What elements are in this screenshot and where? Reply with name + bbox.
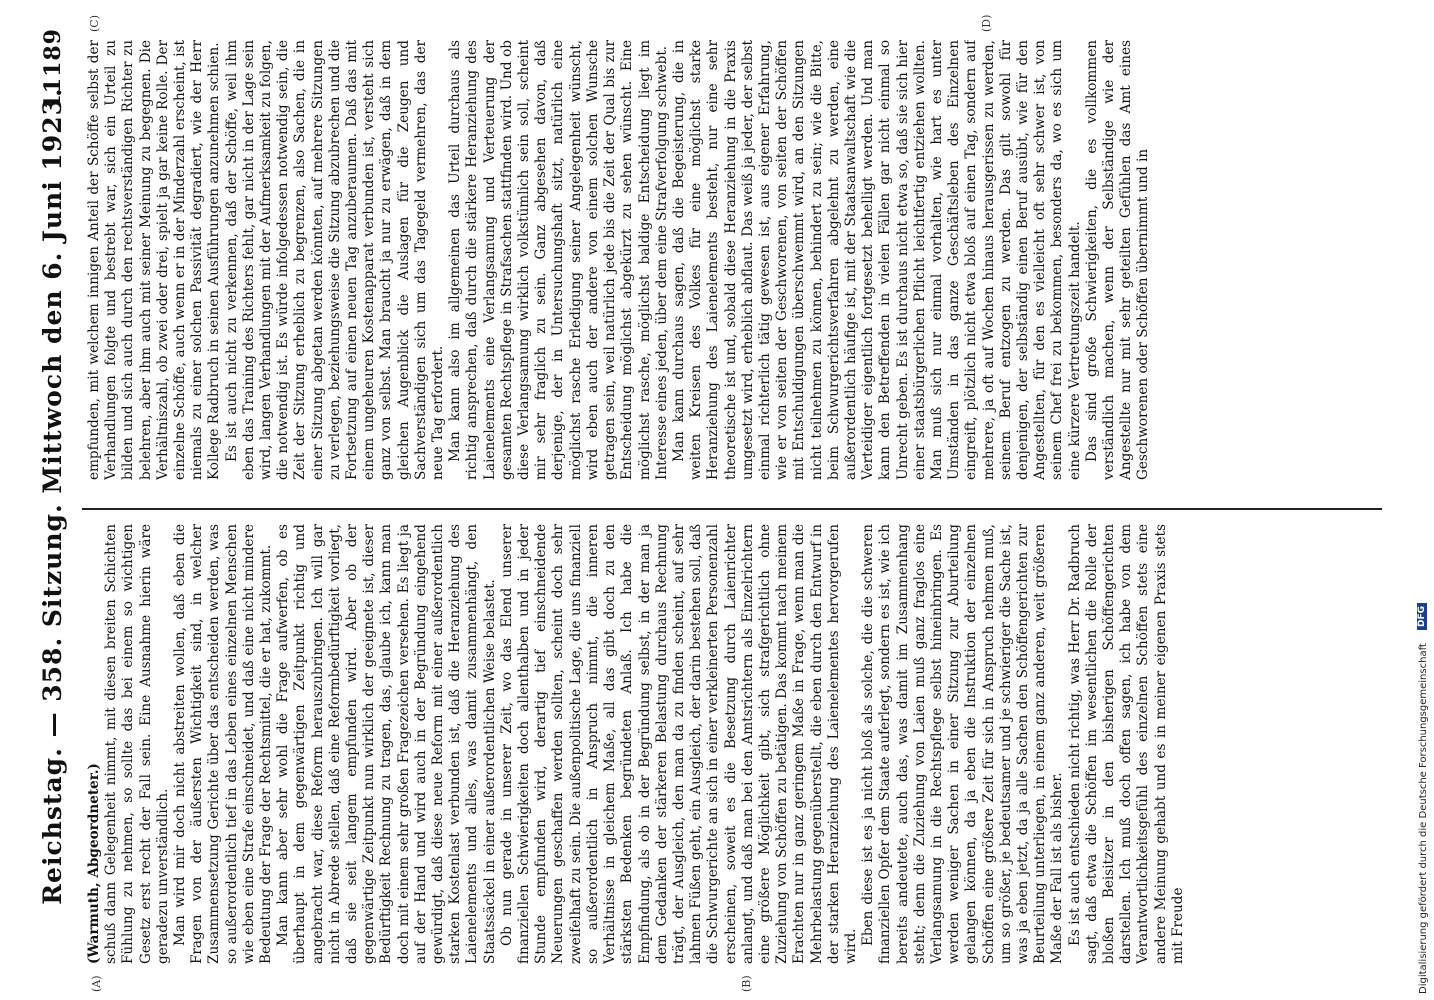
margin-mark-d: (D): [980, 14, 993, 32]
paragraph: schuß dann Gelegenheit nimmt, mit diesen breiten Schichten Fühlung zu nehmen, so sollte das bei einem so wichtigen Gesetz erst recht der Fall sein. Eine Ausnahme hierin wäre geradezu unverständlich.: [103, 524, 171, 964]
paragraph: Ob nun gerade in unserer Zeit, wo das Elend unserer finanziellen Schwierigkeiten doch allenthalben und in jeder Stunde empfunden wird, derartig tief einschneidende Neuerungen geschaffen werden sollten, scheint doch sehr zweifelhaft zu sein. Die außenpolitische Lage, die uns finanziell so außerordentlich in Anspruch nimmt, die inneren Verhältnisse in gleichem Maße, all das gibt doch zu den stärksten Bedenken begründeten Anlaß. Ich habe die Empfindung, als ob in der Begründung selbst, in der man ja dem Gedanken der stärkeren Belastung durchaus Rechnung trägt, der Ausgleich, den man da zu finden scheint, auf sehr lahmen Füßen geht, ein Ausgleich, der darin bestehen soll, daß die Schwurgerichte an sich in einer verkleinerten Personenzahl erscheinen, soweit es die Besetzung durch Laienrichter anlangt, und daß man bei den Amtsrichtern als Einzelrichtern eine größere Möglichkeit gibt, sich strafgerichtlich ohne Zuziehung von Schöffen zu betätigen. Das kommt nach meinem Erachten nur in ganz geringem Maße in Frage, wenn man die Mehrbelastung gegenüberstellt, die eben durch den Entwurf in der starken Heranziehung des Laienelementes hervorgerufen wird.: [498, 524, 859, 964]
page-number: 11189: [40, 28, 66, 110]
speaker-line: (Warmuth, Abgeordneter.): [86, 763, 102, 964]
left-text-column: [86, 524, 1396, 964]
paragraph: Man kann also im allgemeinen das Urteil durchaus als richtig ansprechen, daß durch die stärkere Heranziehung des Laienelements eine Verlangsamung und Verteuerung der gesamten Rechtspflege in Strafsachen stattfinden wird. Und ob diese Verlangsamung wirklich volkstümlich sein soll, scheint mir sehr fraglich zu sein. Ganz abgesehen davon, daß derjenige, der in Untersuchungshaft sitzt, natürlich eine möglichst rasche Erledigung seiner Angelegenheit wünscht, wird eben auch der andere von einem solchen Wunsche getragen sein, weil natürlich jede bis die Zeit der Qual bis zur Entscheidung möglichst abgekürzt zu sehen wünscht. Eine möglichst rasche, möglichst baldige Entscheidung liegt im Interesse eines jeden, über dem eine Strafverfolgung schwebt.: [447, 40, 670, 480]
paragraph: Man kann durchaus sagen, daß die Begeisterung, die in weiten Kreisen des Volkes für eine möglichst starke Heranziehung des Laienelements besteht, nur eine sehr theoretische ist und, sobald diese Heranziehung in die Praxis umgesetzt wird, erheblich abflaut. Das weiß ja jeder, der selbst einmal richterlich tätig gewesen ist, aus eigener Erfahrung, wie er von seiten der Geschworenen, von seiten der Schöffen mit Entschuldigungen überschwemmt wird, an den Sitzungen nicht teilnehmen zu können, behindert zu sein; wie die Bitte, beim Schwurgerichtsverfahren abgelehnt zu werden, eine außerordentlich häufige ist, mit der Staatsanwaltschaft wie die Verteidiger eigentlich fortgesetzt behelligt werden. Und man kann den Betreffenden in vielen Fällen gar nicht einmal so Unrecht geben. Es ist durchaus nicht etwa so, daß sie sich hier einer staatsbürgerlichen Pflicht leichtfertig entziehen wollten. Man muß sich nur einmal vorhalten, wie hart es unter Umständen in das ganze Geschäftsleben des Einzelnen eingreift, plötzlich nicht etwa bloß auf einen Tag, sondern auf mehrere, ja oft auf Wochen hinaus herausgerissen zu werden, seinem Beruf entzogen zu werden. Das gilt sowohl für denjenigen, der selbständig einen Beruf ausübt, wie für den Angestellten, für den es vielleicht oft sehr schwer ist, von seinem Chef frei zu bekommen, besonders da, wo es sich um eine kürzere Vertretungszeit handelt.: [670, 40, 1083, 480]
header-title: Reichstag. — 358. Sitzung. Mittwoch den 6. Juni 1923.: [38, 87, 67, 905]
paragraph: Das sind große Schwierigkeiten, die es vollkommen verständlich machen, wenn der Selbständige wie der Angestellte nur mit sehr geteilten Gefühlen das Amt eines Geschworenen oder Schöffen übernimmt und in: [1083, 40, 1152, 480]
dfg-logo: DFG: [1417, 603, 1427, 630]
paragraph: Eben diese ist es ja nicht bloß als solche, die die schweren finanziellen Opfer dem Staate auferlegt, sondern es ist, wie ich bereits andeutete, auch das, was damit im Zusammenhang steht; denn die Zuziehung von Laien muß ganz fraglos eine Verlangsamung in die Rechtspflege selbst hineinbringen. Es werden weniger Sachen in einer Sitzung zur Aburteilung gelangen können, da ja eben die Instruktion der einzelnen Schöffen eine größere Zeit für sich in Anspruch nehmen muß, um so größer, je bedeutsamer und je schwieriger die Sache ist, was ja eben jetzt, da ja alle Sachen den Schöffengerichten zur Beurteilung unterliegen, in einem ganz anderen, weit größeren Maße der Fall ist als bisher.: [860, 524, 1066, 964]
paragraph: empfunden, mit welchem innigen Anteil der Schöffe selbst der Verhandlungen folgte und bestrebt war, sich ein Urteil zu bilden und sich auch durch den rechtsverständigen Richter zu belehren, aber ihm auch mit seiner Meinung zu begegnen. Die Verhältniszahl, ob zwei oder drei, spielt ja gar keine Rolle. Der einzelne Schöffe, auch wenn er in der Minderzahl erscheint, ist niemals zu einer solchen Passivität degradiert, wie der Herr Kollege Radbruch in seinen Ausführungen anzunehmen schien.: [86, 40, 223, 480]
paragraph: Es ist auch entschieden nicht richtig, was Herr Dr. Radbruch sagt, daß etwa die Schöffen im wesentlichen die Rolle der bloßen Beisitzer in den bisherigen Schöffengerichten darstellen. Ich muß doch offen sagen, ich habe von dem Verantwortlichkeitsgefühl des einzelnen Schöffen stets eine andere Meinung gehabt und es in meiner eigenen Praxis stets mit Freude: [1066, 524, 1186, 964]
paragraph: Man kann aber sehr wohl die Frage aufwerfen, ob es überhaupt in dem gegenwärtigen Zeitpunkt richtig und angebracht war, diese Reform herauszubringen. Ich will gar nicht in Abrede stellen, daß eine Reformbedürftigkeit vorliegt, daß sie seit langem empfunden wird. Aber ob der gegenwärtige Zeitpunkt nun wirklich der geeignete ist, dieser Bedürftigkeit Rechnung zu tragen, das, glaube ich, kann man doch mit einem sehr großen Fragezeichen versehen. Es liegt ja auf der Hand und wird auch in der Begründung eingehend gewürdigt, daß diese neue Reform mit einer außerordentlich starken Kostenlast verbunden ist, daß die Heranziehung des Laienelements und alles, was damit zusammenhängt, den Staatssäckel in einer außerordentlichen Weise belastet.: [275, 524, 498, 964]
digitization-footer: [1418, 0, 1432, 1000]
column-divider: [82, 508, 1382, 510]
margin-mark-b: (B): [740, 975, 753, 992]
margin-mark-c: (C): [88, 15, 101, 32]
funding-credit: Digitalisierung gefördert durch die Deutsche Forschungsgemeinschaft: [1418, 643, 1429, 994]
right-text-column: [86, 40, 1396, 480]
page-header: [36, 20, 76, 972]
margin-mark-a: (A): [90, 975, 103, 992]
paragraph: Es ist auch nicht zu verkennen, daß der Schöffe, weil ihm eben das Training des Richters fehlt, gar nicht in der Lage sein wird, langen Verhandlungen mit der Aufmerksamkeit zu folgen, die notwendig ist. Es würde infolgedessen notwendig sein, die Zeit der Sitzung erheblich zu begrenzen, also Sachen, die in einer Sitzung abgetan werden könnten, auf mehrere Sitzungen zu verlegen, beziehungsweise die Sitzung abzubrechen und die Fortsetzung auf einen neuen Tag anzuberaumen. Daß das mit einem ungeheuren Kostenapparat verbunden ist, versteht sich ganz von selbst. Man braucht ja nur zu erwägen, daß in dem gleichen Augenblick die Auslagen für die Zeugen und Sachverständigen sich um das Tagegeld vermehren, das der neue Tag erfordert.: [223, 40, 447, 480]
paragraph: Man wird mir doch nicht abstreiten wollen, daß eben die Fragen von der äußersten Wichtigkeit sind, in welcher Zusammensetzung Gerichte über das entscheiden werden, was so außerordentlich tief in das Leben eines einzelnen Menschen wie eben eine Strafe einschneidet, und daß eine nicht mindere Bedeutung der Frage der Rechtsmittel, die er hat, zukommt.: [172, 524, 275, 964]
